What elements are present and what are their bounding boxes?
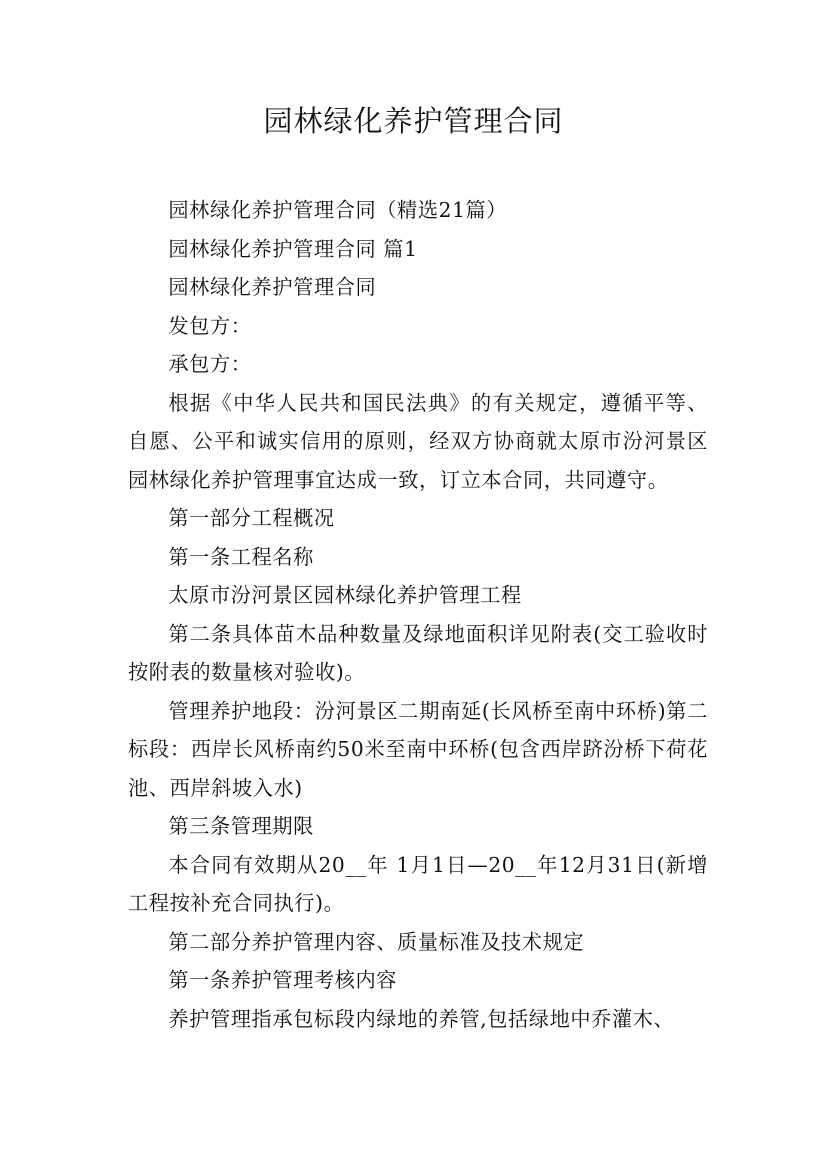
- paragraph-maintenance-scope: 养护管理指承包标段内绿地的养管,包括绿地中乔灌木、: [168, 1006, 675, 1031]
- paragraph-party-a: 发包方：: [168, 313, 252, 338]
- paragraph-article-three-heading: 第三条管理期限: [168, 814, 314, 838]
- paragraph-validity-period: 本合同有效期从20__年 1月1日—20__年12月31日(新增工程按补充合同执行)。: [128, 852, 708, 915]
- paragraph-assessment-heading: 第一条养护管理考核内容: [168, 968, 398, 992]
- paragraph-part-two-heading: 第二部分养护管理内容、质量标准及技术规定: [168, 929, 585, 954]
- paragraph-contract-name: 园林绿化养护管理合同: [168, 275, 377, 299]
- paragraph-project-name: 太原市汾河景区园林绿化养护管理工程: [168, 583, 522, 607]
- paragraph-party-b: 承包方：: [168, 352, 252, 376]
- document-body: [128, 191, 708, 1038]
- paragraph-part-one-heading: 第一部分工程概况: [168, 506, 335, 530]
- paragraph-maintenance-section: 管理养护地段：汾河景区二期南延(长风桥至南中环桥)第二标段：西岸长风桥南约50米至南中环桥(包含西岸跻汾桥下荷花池、西岸斜坡入水): [128, 698, 708, 800]
- paragraph-preamble: 根据《中华人民共和国民法典》的有关规定，遵循平等、自愿、公平和诚实信用的原则，经双方协商就太原市汾河景区园林绿化养护管理事宜达成一致，订立本合同，共同遵守。: [128, 390, 708, 492]
- paragraph-article-two: 第二条具体苗木品种数量及绿地面积详见附表(交工验收时按附表的数量核对验收)。: [128, 621, 708, 684]
- paragraph-article-one-heading: 第一条工程名称: [168, 544, 314, 569]
- paragraph-subtitle: 园林绿化养护管理合同（精选21篇）: [168, 198, 508, 222]
- paragraph-section-heading: 园林绿化养护管理合同 篇1: [168, 236, 418, 261]
- document-title: 园林绿化养护管理合同: [263, 104, 564, 138]
